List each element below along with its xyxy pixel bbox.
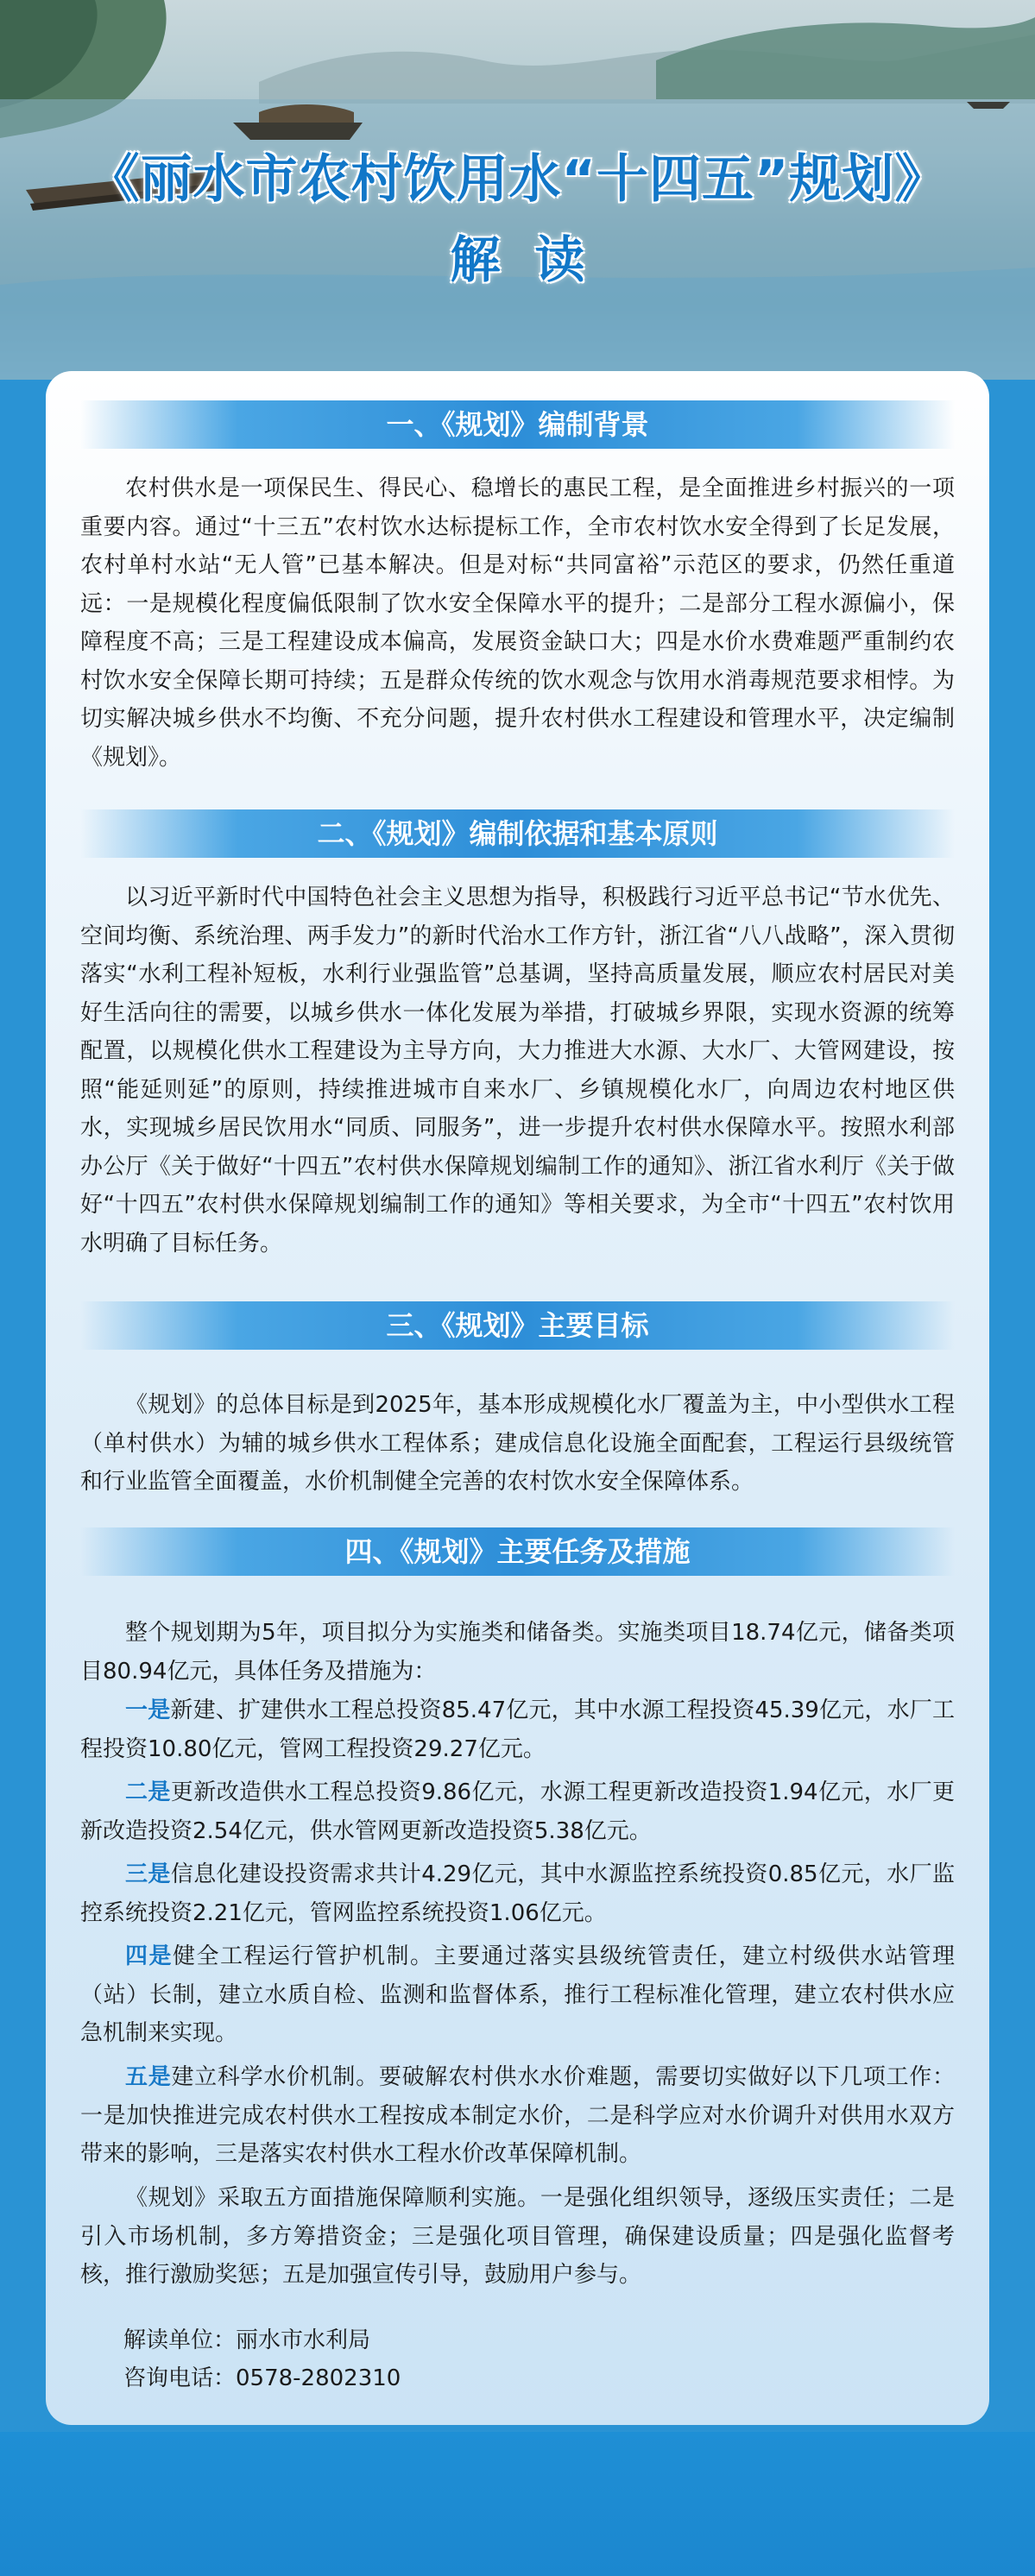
- task-text: 新建、扩建供水工程总投资85.47亿元，其中水源工程投资45.39亿元，水厂工程投资10.80亿元，管网工程投资29.27亿元。: [80, 1697, 955, 1762]
- contact-phone: 咨询电话：0578-2802310: [123, 2365, 401, 2391]
- tasks-intro: 整个规划期为5年，项目拟分为实施类和储备类。实施类项目18.74亿元，储备类项目80.94亿元，具体任务及措施为：: [80, 1620, 955, 1685]
- page-subtitle: 解读: [450, 230, 620, 289]
- task-text: 健全工程运行管护机制。主要通过落实县级统管责任，建立村级供水站管理（站）长制，建立水质自检、监测和监督体系，推行工程标准化管理，建立农村供水应急机制来实现。: [80, 1943, 955, 2046]
- interpreting-unit: 解读单位：丽水市水利局: [123, 2327, 371, 2353]
- section-paragraph-background: 农村供水是一项保民生、得民心、稳增长的惠民工程，是全面推进乡村振兴的一项重要内容。通过“十三五”农村饮水达标提标工作，全市农村饮水安全得到了长足发展，农村单村水站“无人管”已基本解决。但是对标“共同富裕”示范区的要求，仍然任重道远：一是规模化程度偏低限制了饮水安全保障水平的提升；二是部分工程水源偏小，保障程度不高；三是工程建设成本偏高，发展资金缺口大；四是水价水费难题严重制约农村饮水安全保障长期可持续；五是群众传统的饮水观念与饮用水消毒规范要求相悖。为切实解决城乡供水不均衡、不充分问题，提升农村供水工程建设和管理水平，决定编制《规划》。: [80, 476, 955, 771]
- task-text: 建立科学水价机制。要破解农村供水水价难题，需要切实做好以下几项工作：一是加快推进完成农村供水工程按成本制定水价，二是科学应对水价调升对供用水双方带来的影响，三是落实农村供水工程水价改革保障机制。: [80, 2064, 955, 2167]
- task-lead: 四是: [125, 1943, 173, 1969]
- task-lead: 五是: [125, 2064, 172, 2090]
- page-title: 《丽水市农村饮用水“十四五”规划》: [87, 149, 948, 210]
- tasks-closing: 《规划》采取五方面措施保障顺利实施。一是强化组织领导，逐级压实责任；二是引入市场机制，多方筹措资金；三是强化项目管理，确保建设质量；四是强化监督考核，推行激励奖惩；五是加强宣传引导，鼓励用户参与。: [80, 2185, 955, 2288]
- task-item-5: [80, 2058, 955, 2174]
- section-paragraph-basis: 以习近平新时代中国特色社会主义思想为指导，积极践行习近平总书记“节水优先、空间均衡、系统治理、两手发力”的新时代治水工作方针，浙江省“八八战略”，深入贯彻落实“水利工程补短板，水利行业强监管”总基调，坚持高质量发展，顺应农村居民对美好生活向往的需要，以城乡供水一体化发展为举措，打破城乡界限，实现水资源的统筹配置，以规模化供水工程建设为主导方向，大力推进大水源、大水厂、大管网建设，按照“能延则延”的原则，持续推进城市自来水厂、乡镇规模化水厂，向周边农村地区供水，实现城乡居民饮用水“同质、同服务”，进一步提升农村供水保障水平。按照水利部办公厅《关于做好“十四五”农村供水保障规划编制工作的通知》、浙江省水利厅《关于做好“十四五”农村供水保障规划编制工作的通知》等相关要求，为全市“十四五”农村饮用水明确了目标任务。: [80, 885, 955, 1257]
- section-title-tasks: 四、《规划》主要任务及措施: [80, 1527, 955, 1576]
- content-card: [46, 371, 989, 2425]
- task-text: 更新改造供水工程总投资9.86亿元，水源工程更新改造投资1.94亿元，水厂更新改造投资2.54亿元，供水管网更新改造投资5.38亿元。: [80, 1779, 955, 1844]
- task-item-4: [80, 1937, 955, 2053]
- section-title-basis: 二、《规划》编制依据和基本原则: [80, 809, 955, 858]
- task-text: 信息化建设投资需求共计4.29亿元，其中水源监控系统投资0.85亿元，水厂监控系统投资2.21亿元，管网监控系统投资1.06亿元。: [80, 1861, 955, 1926]
- task-item-2: [80, 1773, 955, 1850]
- bottom-band: [0, 2432, 1035, 2576]
- task-lead: 二是: [125, 1779, 171, 1805]
- task-item-3: [80, 1855, 955, 1932]
- section-title-background: 一、《规划》编制背景: [80, 400, 955, 449]
- task-item-1: [80, 1691, 955, 1768]
- section-title-goals: 三、《规划》主要目标: [80, 1301, 955, 1350]
- task-lead: 三是: [125, 1861, 171, 1887]
- section-paragraph-goals: 《规划》的总体目标是到2025年，基本形成规模化水厂覆盖为主，中小型供水工程（单村供水）为辅的城乡供水工程体系；建成信息化设施全面配套，工程运行县级统管和行业监管全面覆盖，水价机制健全完善的农村饮水安全保障体系。: [80, 1392, 955, 1495]
- task-lead: 一是: [125, 1697, 171, 1723]
- header-banner: [0, 0, 1035, 380]
